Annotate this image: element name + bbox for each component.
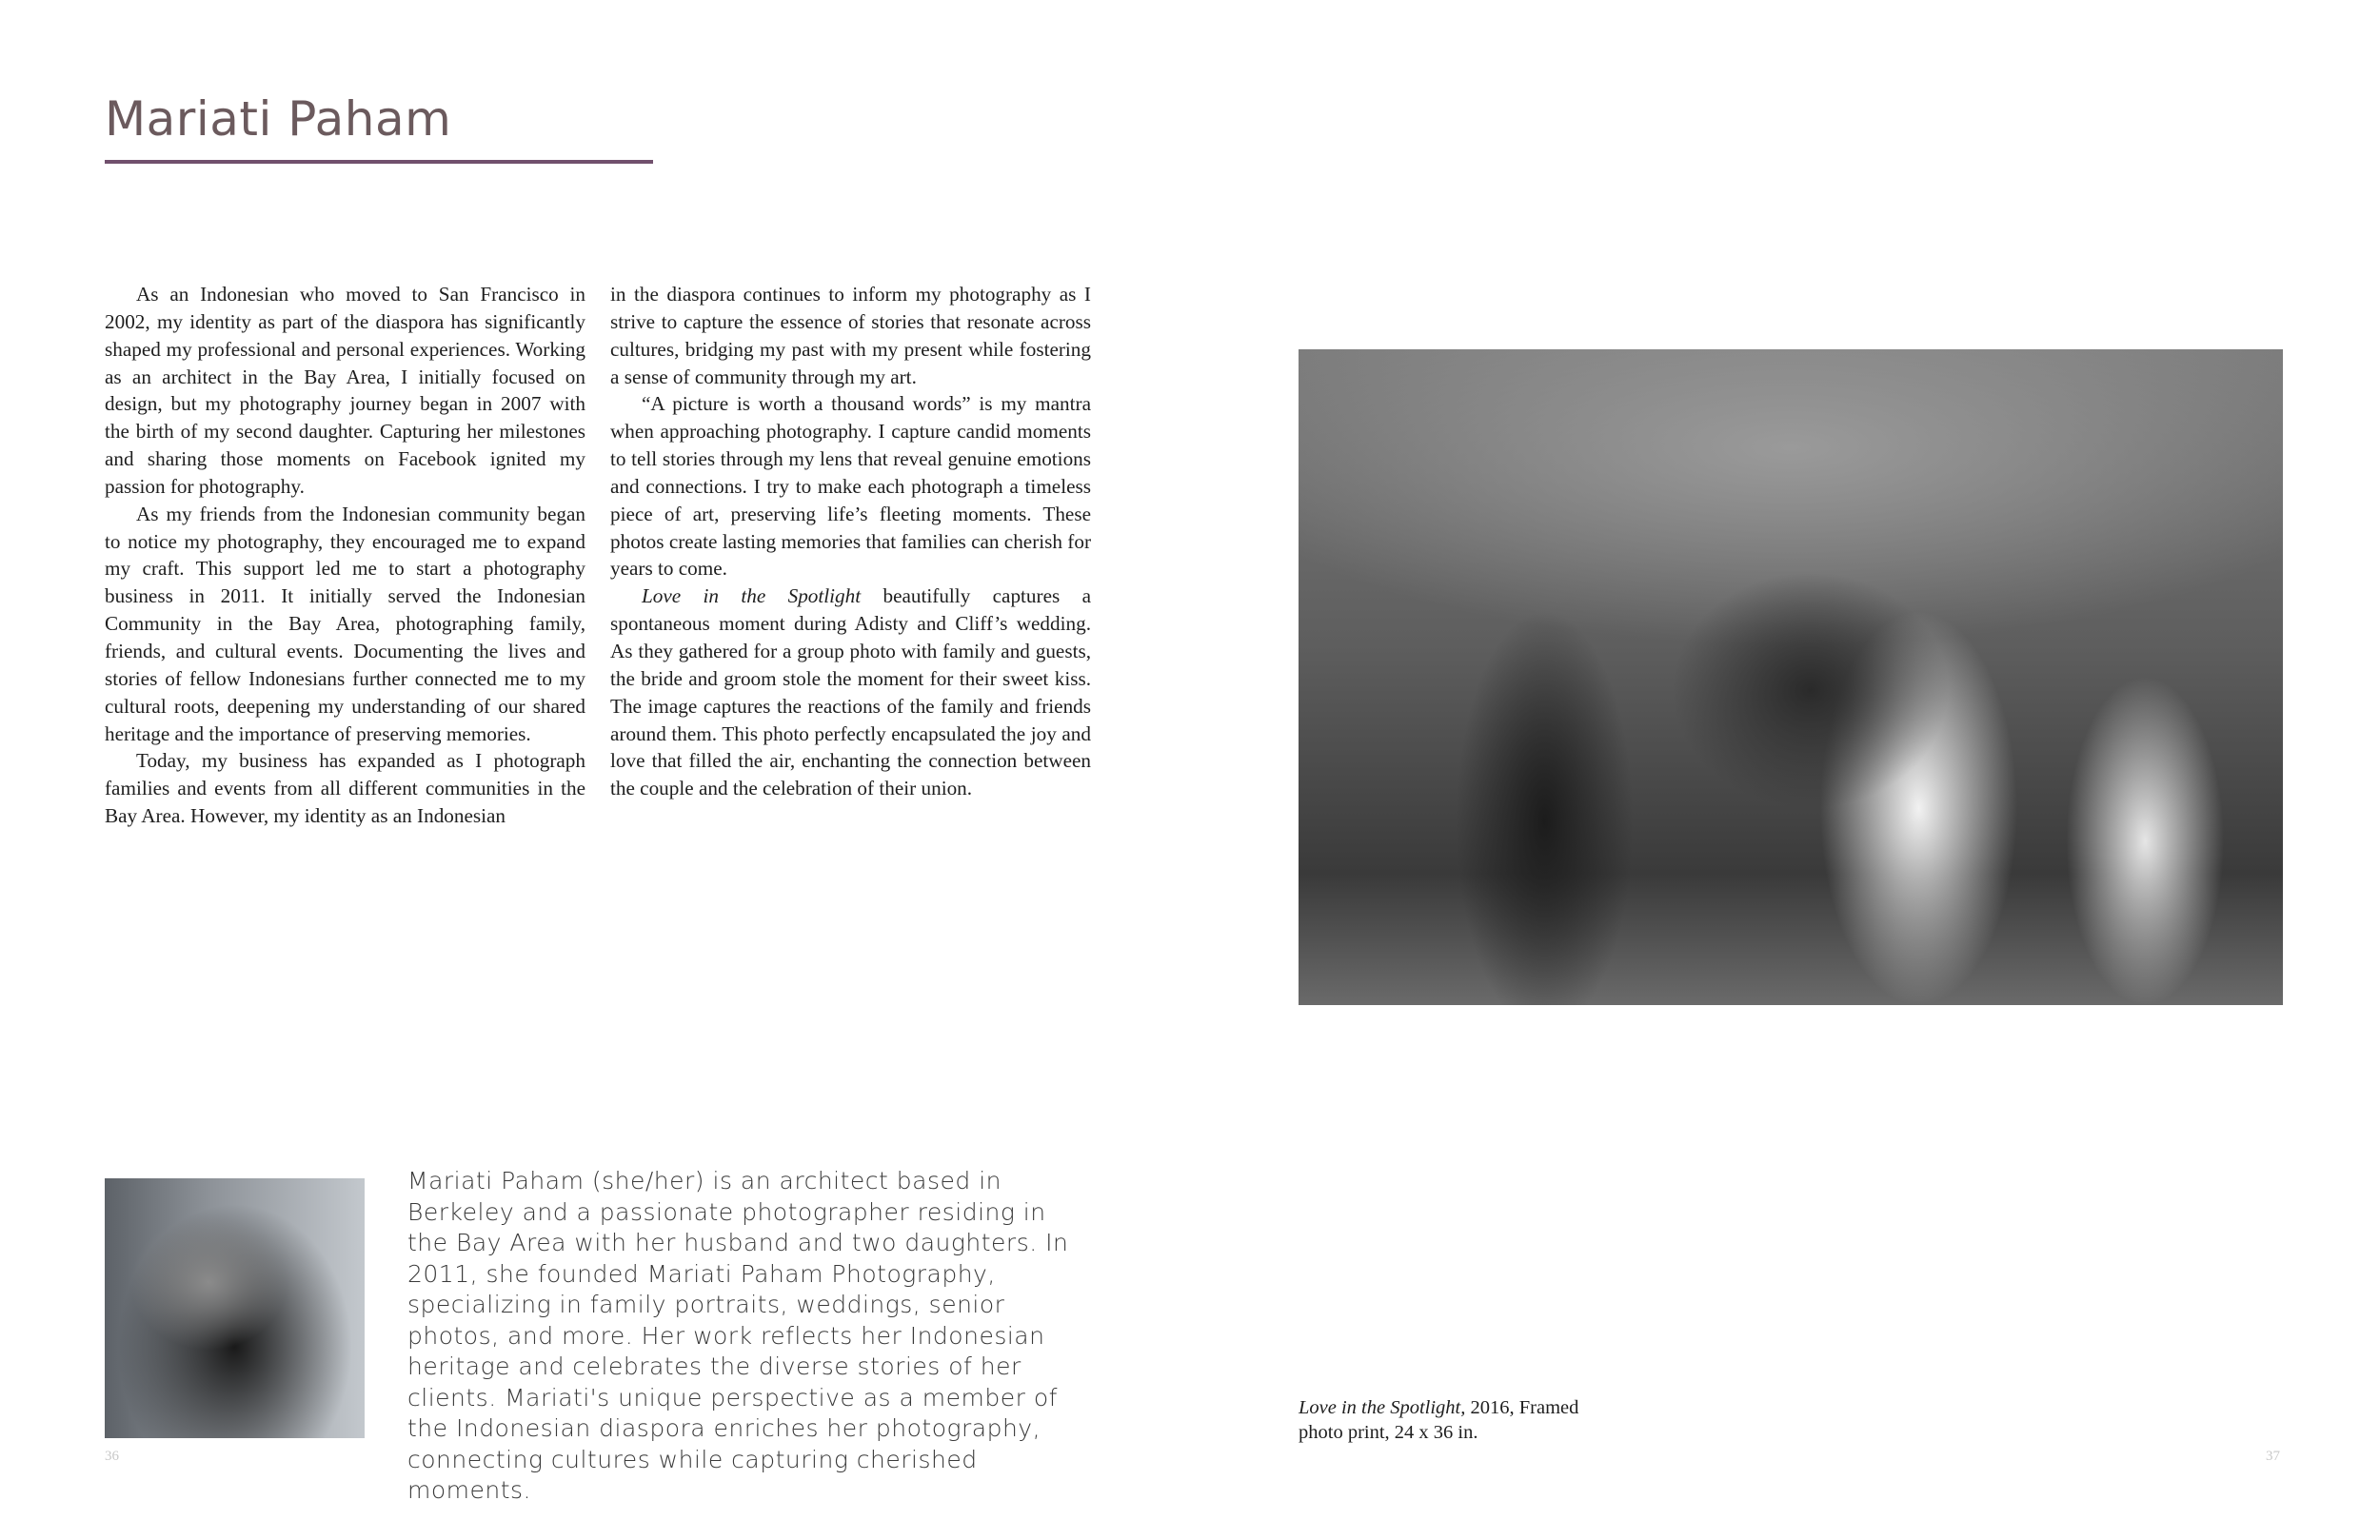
essay-column-left	[105, 281, 585, 830]
caption-details: photo print, 24 x 36 in.	[1299, 1422, 1478, 1443]
page-number-right: 37	[2266, 1449, 2280, 1464]
artist-portrait	[105, 1178, 365, 1438]
artwork-photo-love-in-the-spotlight	[1299, 349, 2283, 1005]
essay-paragraph: Today, my business has expanded as I photograph families and events from all different communities in the Bay Area. However, my identity as an Indonesian	[105, 749, 585, 828]
title-underline	[105, 160, 653, 164]
caption-details: 2016, Framed	[1465, 1397, 1579, 1418]
essay-text: beautifully captures a spontaneous moment during Adisty and Cliff’s wedding. As they gathered for a group photo with family and guests, the bride and groom stole the moment for their sweet kiss. The image captures the reactions of the family and friends around them. This photo perfectly encapsulated the joy and love that filled the air, enchanting the connection between the couple and the celebration of their union.	[610, 584, 1091, 800]
artist-bio: Mariati Paham (she/her) is an architect based in Berkeley and a passionate photographer residing in the Bay Area with her husband and two daughters. In 2011, she founded Mariati Paham Photography, specializing in family portraits, weddings, senior photos, and more. Her work reflects her Indonesian heritage and celebrates the diverse stories of her clients. Mariati's unique perspective as a member of the Indonesian diaspora enriches her photography, connecting cultures while capturing cherished moments.	[407, 1167, 1069, 1504]
page-number-left: 36	[105, 1449, 119, 1464]
essay-paragraph: As an Indonesian who moved to San Francisco in 2002, my identity as part of the diaspora has significantly shaped my professional and personal experiences. Working as an architect in the Bay Area, I initially focused on design, but my photography journey began in 2007 with the birth of my second daughter. Capturing her milestones and sharing those moments on Facebook ignited my passion for photography.	[105, 283, 585, 498]
essay-paragraph-continued: in the diaspora continues to inform my photography as I strive to capture the essence of stories that resonate across cultures, bridging my past with my present while fostering a sense of community through my art.	[610, 283, 1091, 388]
page-title: Mariati Paham	[105, 91, 452, 147]
essay-paragraph: As my friends from the Indonesian community began to notice my photography, they encouraged me to expand my craft. This support led me to start a photography business in 2011. It initially served the Indonesian Community in the Bay Area, photographing family, friends, and cultural events. Documenting the lives and stories of fellow Indonesians further connected me to my cultural roots, deepening my understanding of our shared heritage and the importance of preserving memories.	[105, 502, 585, 745]
artwork-caption	[1299, 1395, 1603, 1445]
essay-paragraph	[610, 582, 1091, 802]
caption-title: Love in the Spotlight,	[1299, 1397, 1466, 1418]
essay-paragraph: “A picture is worth a thousand words” is my mantra when approaching photography. I capture candid moments to tell stories through my lens that reveal genuine emotions and connections. I try to make each photograph a timeless piece of art, preserving life’s fleeting moments. These photos create lasting memories that families can cherish for years to come.	[610, 392, 1091, 581]
essay-column-right	[610, 281, 1091, 802]
artwork-title-inline: Love in the Spotlight	[642, 584, 862, 608]
